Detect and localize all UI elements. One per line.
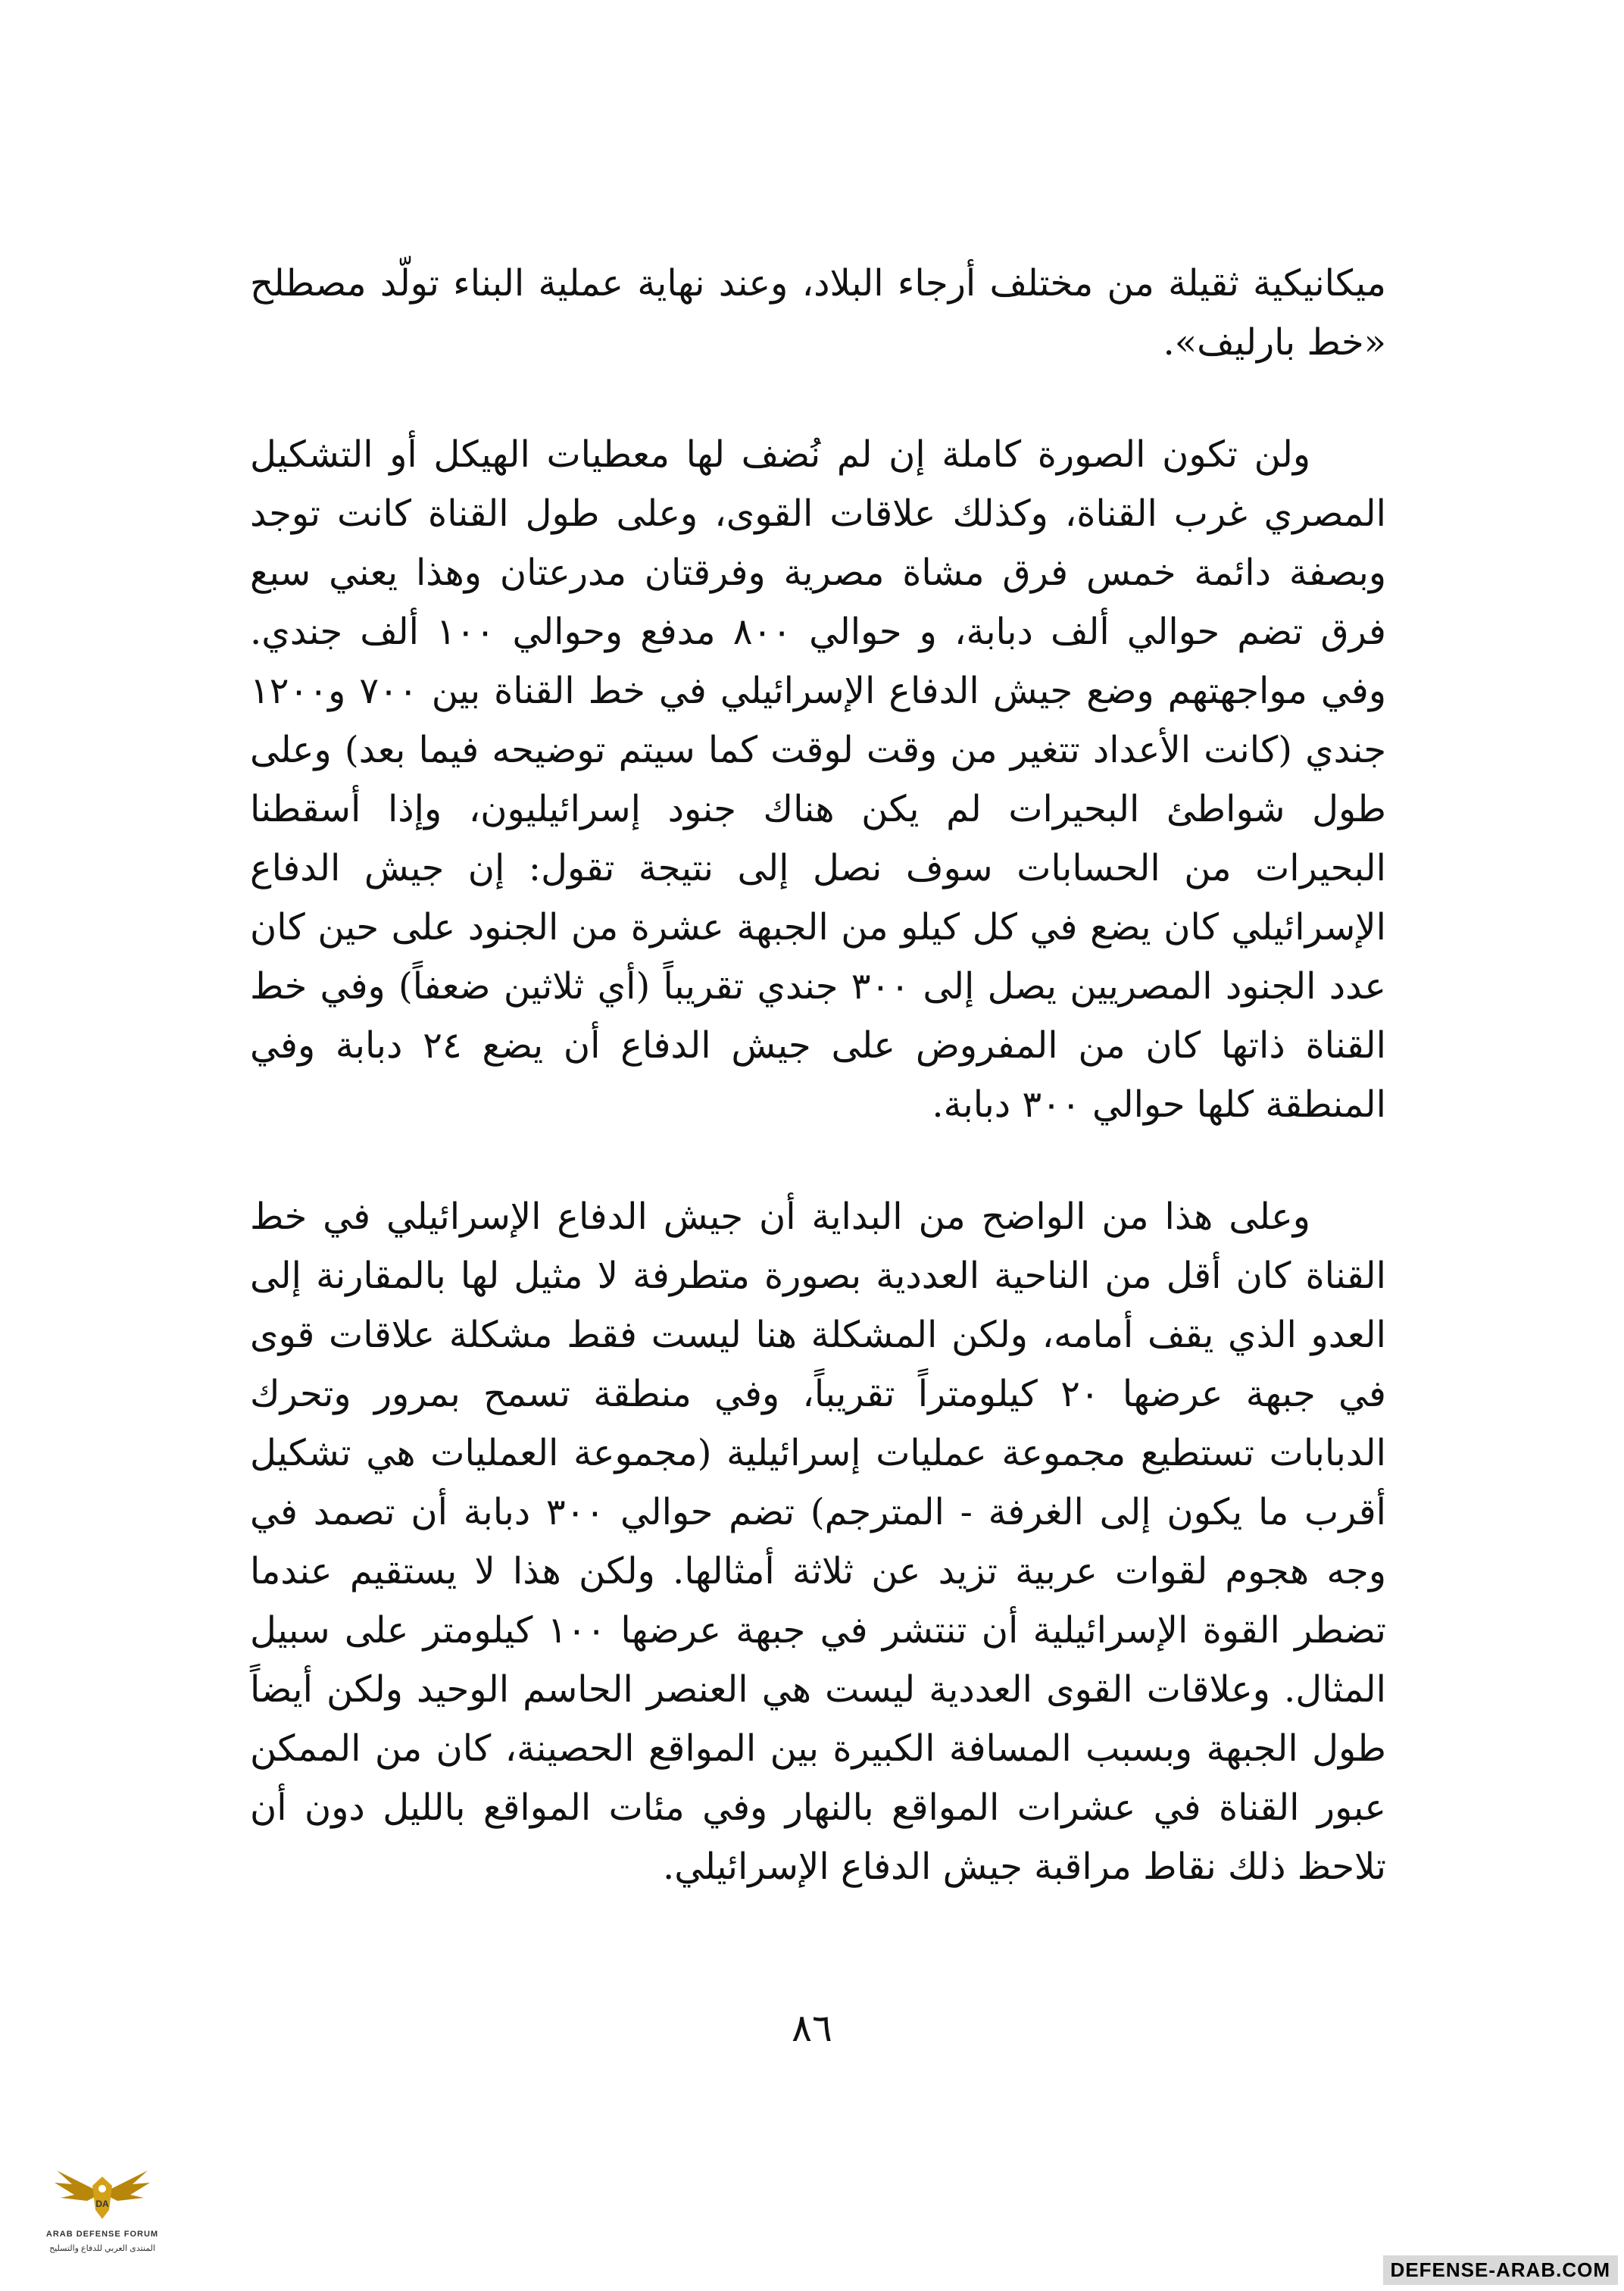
logo-subtitle: المنتدى العربي للدفاع والتسليح [49, 2244, 155, 2253]
logo-title: ARAB DEFENSE FORUM [45, 2230, 159, 2239]
paragraph-2: ولن تكون الصورة كاملة إن لم نُضف لها معطيات الهيكل أو التشكيل المصري غرب القناة، وكذلك علاقات القوى، وعلى طول القناة كانت توجد وبصفة دائمة خمس فرق مشاة مصرية وفرقتان مدرعتان وهذا يعني سبع فرق تضم حوالي ألف دبابة، و حوالي ٨٠٠ مدفع وحوالي ١٠٠ ألف جندي. وفي مواجهتهم وضع جيش الدفاع الإسرائيلي في خط القناة بين ٧٠٠ و١٢٠٠ جندي (كانت الأعداد تتغير من وقت لوقت كما سيتم توضيحه فيما بعد) وعلى طول شواطئ البحيرات لم يكن هناك جنود إسرائيليون، وإذا أسقطنا البحيرات من الحسابات سوف نصل إلى نتيجة تقول: إن جيش الدفاع الإسرائيلي كان يضع في كل كيلو من الجبهة عشرة من الجنود على حين كان عدد الجنود المصريين يصل إلى ٣٠٠ جندي تقريباً (أي ثلاثين ضعفاً) وفي خط القناة ذاتها كان من المفروض على جيش الدفاع أن يضع ٢٤ دبابة وفي المنطقة كلها حوالي ٣٠٠ دبابة. [250, 433, 1387, 1126]
paragraph-3: وعلى هذا من الواضح من البداية أن جيش الدفاع الإسرائيلي في خط القناة كان أقل من الناحية العددية بصورة متطرفة لا مثيل لها بالمقارنة إلى العدو الذي يقف أمامه، ولكن المشكلة هنا ليست فقط مشكلة علاقات قوى في جبهة عرضها ٢٠ كيلومتراً تقريباً، وفي منطقة تسمح بمرور وتحرك الدبابات تستطيع مجموعة عمليات إسرائيلية (مجموعة العمليات هي تشكيل أقرب ما يكون إلى الغرفة - المترجم) تضم حوالي ٣٠٠ دبابة أن تصمد في وجه هجوم لقوات عربية تزيد عن ثلاثة أمثالها. ولكن هذا لا يستقيم عندما تضطر القوة الإسرائيلية أن تنتشر في جبهة عرضها ١٠٠ كيلومتر على سبيل المثال. وعلاقات القوى العددية ليست هي العنصر الحاسم الوحيد ولكن أيضاً طول الجبهة وبسبب المسافة الكبيرة بين المواقع الحصينة، كان من الممكن عبور القناة في عشرات المواقع بالنهار وفي مئات المواقع بالليل دون أن تلاحظ ذلك نقاط مراقبة جيش الدفاع الإسرائيلي. [250, 1196, 1387, 1888]
svg-text:DA: DA [95, 2199, 109, 2209]
page-number: ٨٦ [792, 2006, 832, 2050]
page-body [250, 254, 1386, 1896]
paragraph-1: ميكانيكية ثقيلة من مختلف أرجاء البلاد، وعند نهاية عملية البناء تولّد مصطلح «خط بارليف». [250, 262, 1386, 364]
forum-logo [30, 2163, 174, 2277]
eagle-emblem-icon [53, 2163, 151, 2224]
site-watermark: DEFENSE-ARAB.COM [1383, 2255, 1618, 2285]
